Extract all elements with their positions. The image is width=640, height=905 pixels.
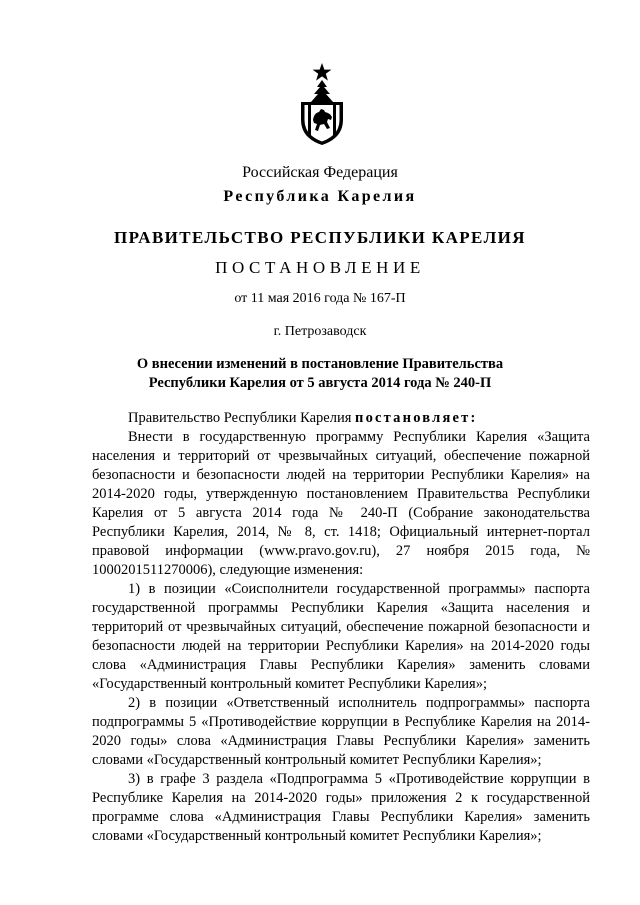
- body-paragraph: 3) в графе 3 раздела «Подпрограмма 5 «Противодействие коррупции в Республике Карелия на 2014-2020 годы» приложения 2 к государственной программе слова «Администрация Главы Республики Карелия» заменить словами «Государственный контрольный комитет Республики Карелия»;: [92, 771, 590, 844]
- body-intro-text: Правительство Республики Карелия: [128, 410, 356, 426]
- karelia-coat-of-arms-icon: [297, 62, 347, 146]
- government-name: ПРАВИТЕЛЬСТВО РЕСПУБЛИКИ КАРЕЛИЯ: [114, 228, 526, 247]
- body-intro: [92, 409, 590, 428]
- document-type: ПОСТАНОВЛЕНИЕ: [215, 258, 425, 277]
- document-date-number: от 11 мая 2016 года № 167-П: [234, 291, 406, 306]
- document-body: [92, 409, 590, 846]
- document-subject: [0, 355, 640, 393]
- country-name: Российская Федерация: [242, 164, 398, 181]
- body-intro-emphasis: постановляет:: [355, 410, 478, 426]
- republic-name: Республика Карелия: [223, 188, 417, 205]
- body-paragraph: 1) в позиции «Соисполнители государственной программы» паспорта государственной программы Республики Карелия «Защита населения и территорий от чрезвычайных ситуаций, обеспечение пожарной безопасности и безопасности людей на территории Республики Карелия» на 2014-2020 годы слова «Администрация Главы Республики Карелия» заменить словами «Государственный контрольный комитет Республики Карелия»;: [92, 581, 590, 692]
- body-paragraph: Внести в государственную программу Республики Карелия «Защита населения и территорий от чрезвычайных ситуаций, обеспечение пожарной безопасности и безопасности людей на территории Республики Карелия» на 2014-2020 годы, утвержденную постановлением Правительства Республики Карелия от 5 августа 2014 года № 240-П (Собрание законодательства Республики Карелия, 2014, № 8, ст. 1418; Официальный интернет-портал правовой информации (www.pravo.gov.ru), 27 ноября 2015 года, № 1000201511270006), следующие изменения:: [92, 429, 590, 578]
- subject-line-1: О внесении изменений в постановление Правительства: [136, 356, 504, 372]
- body-paragraph: 2) в позиции «Ответственный исполнитель подпрограммы» паспорта подпрограммы 5 «Противодействие коррупции в Республике Карелия на 2014-2020 годы» слова «Администрация Главы Республики Карелия» заменить словами «Государственный контрольный комитет Республики Карелия»;: [92, 695, 590, 768]
- subject-line-2: Республики Карелия от 5 августа 2014 года № 240-П: [148, 375, 492, 391]
- document-city: г. Петрозаводск: [273, 324, 367, 339]
